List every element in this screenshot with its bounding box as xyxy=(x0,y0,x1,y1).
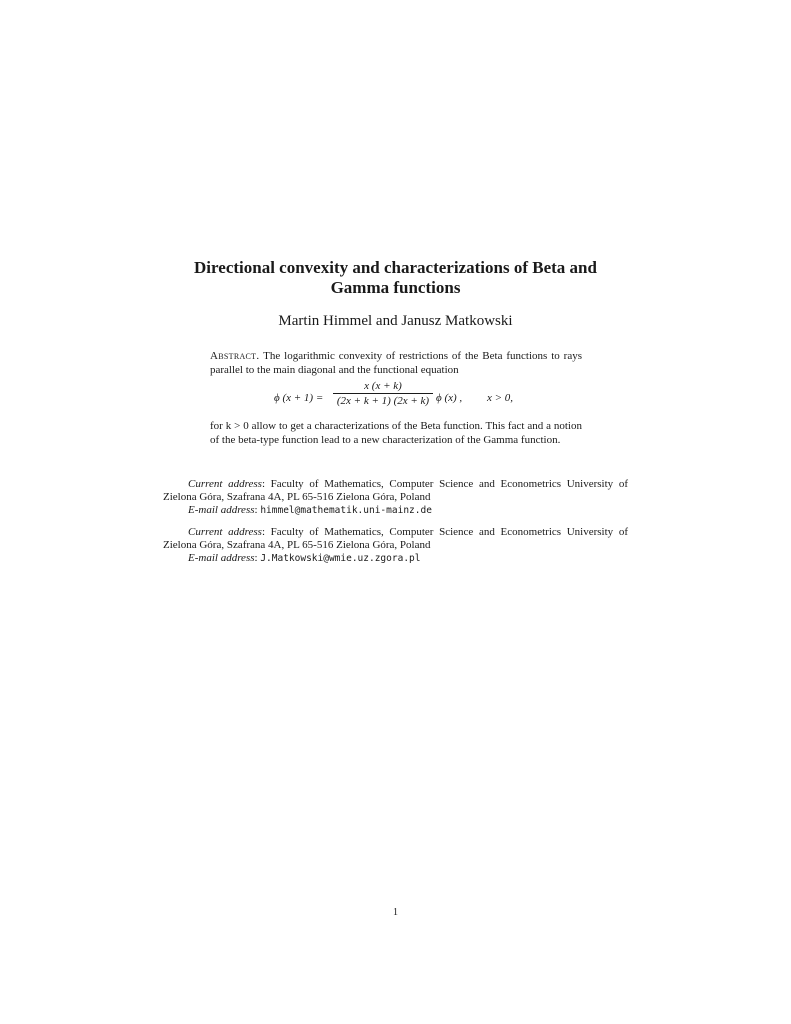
equation-condition: x > 0, xyxy=(487,392,514,404)
email-link[interactable]: himmel@mathematik.uni-mainz.de xyxy=(260,505,432,516)
address-text: : Faculty of Mathematics, Computer Science and Econometrics University of Zielona Góra, Szafrana 4A, PL 65-516 Zielona Góra, Poland xyxy=(163,478,628,503)
address-label: Current address xyxy=(188,526,262,538)
equation-fraction xyxy=(333,380,433,408)
address-text: : Faculty of Mathematics, Computer Science and Econometrics University of Zielona Góra, Szafrana 4A, PL 65-516 Zielona Góra, Poland xyxy=(163,526,628,551)
address-label: Current address xyxy=(188,478,262,490)
page-number: 1 xyxy=(393,907,398,918)
email-link[interactable]: J.Matkowski@wmie.uz.zgora.pl xyxy=(260,553,421,564)
title-line-1: Directional convexity and characterizations of Beta and xyxy=(194,258,597,277)
email-label: E-mail address xyxy=(188,504,255,516)
functional-equation xyxy=(210,379,582,415)
author-address-1 xyxy=(163,478,628,517)
abstract-label: Abstract. xyxy=(210,350,260,362)
email-label: E-mail address xyxy=(188,552,255,564)
email-line xyxy=(163,504,628,517)
paper-authors: Martin Himmel and Janusz Matkowski xyxy=(278,313,513,329)
email-separator: : xyxy=(254,552,258,564)
address-line xyxy=(163,526,628,552)
email-separator: : xyxy=(254,504,258,516)
abstract-intro: The logarithmic convexity of restrictions of the Beta functions to rays parallel to the main diagonal and the functional equation xyxy=(210,350,582,376)
paper-title xyxy=(150,258,641,298)
abstract-conclusion: for k > 0 allow to get a characterizations of the Beta function. This fact and a notion of the beta-type function lead to a new characterization of the Gamma function. xyxy=(210,420,582,446)
equation-rhs: ϕ (x) , xyxy=(436,392,463,404)
author-address-2 xyxy=(163,526,628,565)
abstract-intro-paragraph xyxy=(210,349,582,377)
abstract xyxy=(210,349,582,447)
email-line xyxy=(163,552,628,565)
equation-numerator: x (x + k) xyxy=(333,380,433,394)
equation-lhs: ϕ (x + 1) = xyxy=(274,392,324,404)
equation-denominator: (2x + k + 1) (2x + k) xyxy=(336,395,430,407)
address-line xyxy=(163,478,628,504)
title-line-2: Gamma functions xyxy=(330,278,461,297)
